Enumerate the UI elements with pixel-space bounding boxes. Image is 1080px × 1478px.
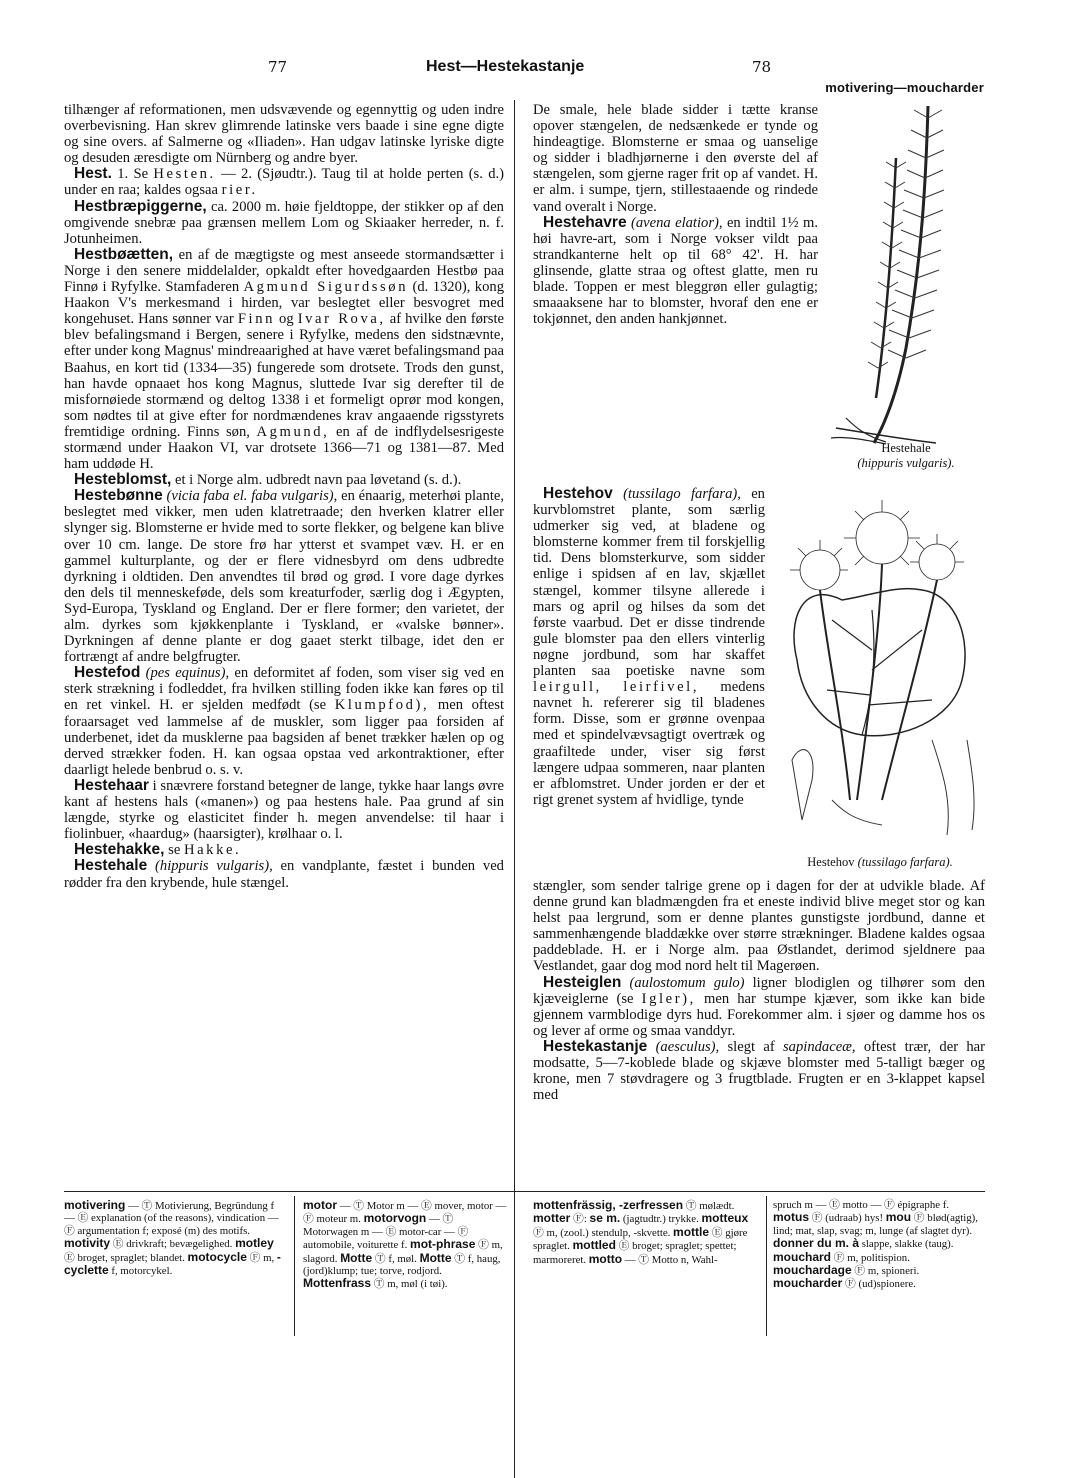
latin-name: (aesculus), (655, 1038, 720, 1055)
footer-translation: Ⓔ broget, spraglet; blandet. (64, 1251, 185, 1264)
text: 1. Se (117, 166, 149, 183)
footer-translation: Ⓕ m, (zool.) stendulp, -skvette. (533, 1226, 671, 1239)
crossref: rier. (221, 182, 258, 199)
footer-translation: Ⓕ (ud)spionere. (842, 1278, 916, 1291)
person-name: Ivar Rova, (297, 311, 386, 328)
text: — 2. (Sjøudtr.). Taug til at holde perten (s. d.) under en raa; kaldes ogsaa (64, 166, 504, 199)
person-name: Agmund Sigurdssøn (243, 279, 409, 296)
footer-headword: moucharder (773, 1276, 843, 1291)
text: (d. 1320), kong Haakon V's merkesmand i hirden, var beslegtet eller besvogret med kongehuset. Hans sønner var (64, 279, 504, 328)
footer-translation: Ⓕ m, spioneri. (851, 1265, 920, 1278)
footer-divider-1 (294, 1196, 295, 1336)
headword: Hesteiglen (543, 973, 622, 991)
footer-headword: motor (303, 1198, 337, 1212)
entry-hestebonne (64, 488, 504, 665)
text: en vandplante, fæstet i bunden ved rødder fra den krybende, hule stængel. (64, 858, 504, 891)
footer-translation: — Ⓣ Motto n, Wahl- (622, 1253, 718, 1266)
footer-headword: motus (773, 1210, 809, 1225)
entry-hestehov (533, 486, 765, 808)
text: af hvilke den første blev befalingsmand i Bergen, senere i Ryfylke, medens den sidstnævnte, efter under kong Magnus' mindreaarighed at have været befalingsmand paa Baahus, en kort tid (1334—35) fungerede som drotsete. Trods den gunst, han havde opnaaet hos kong Magnus, sluttede Ivar sig derefter til de misfornøiede stormænd og deltog 1338 i et formeligt oprør mod kongen, som nødtes til at give efter for nordmændenes krav angaaende rigsstyrets fremtidige ordning. Finns søn, (64, 311, 504, 440)
footer-column-4 (773, 1199, 985, 1291)
text: en kurvblomstret plante, som særlig udmerker sig ved, at bladene og blomsterne kommer frem til forskjellig tid. Dens blomsterkurve, som sidder enlige i spidsen af en lav, skjællet stængel, kommer tilsyne allerede i mars og april og hilses da som det første vaarbud. Det er disse tindrende gule blomster paa den ellers vinterlig nøgne jordbund, som har skaffet planten saa poetiske navne som (533, 486, 765, 680)
headword: Hesteblomst, (74, 471, 172, 489)
footer-column-3 (533, 1199, 757, 1266)
footer-translation: — Ⓣ Motor m — Ⓔ mover, motor — Ⓕ moteur m. (303, 1200, 507, 1226)
latin-name: (vicia faba el. faba vulgaris), (166, 488, 338, 505)
entry-hestefod (64, 665, 504, 778)
footer-translation: Ⓣ mølædt. (683, 1200, 735, 1212)
text: men har stumpe kjæver, som ikke kan bide gjennem varmblodige dyrs hud. Forekommer alm. i sjøer og damme hos os og lever af orme og smaa vanddyr. (533, 990, 986, 1039)
text: en indtil 1½ m. høi havre-art, som i Norge vokser vildt paa strandkanterne helt op til 68° 42'. H. har glinsende, glatte straa og oftest glatte, men ru blade. Toppen er mest bleggrøn eller gulagtig; smaaaksene har to blomster, hvoraf den ene er tokjønnet, den anden hankjønnet. (533, 214, 818, 328)
headword: Hestehakke, (74, 841, 165, 859)
crossref: Hakke. (183, 842, 242, 859)
text: medens navnet h. refererer sig til bladenes form. Disse, som er grønne ovenpaa med et spindelvævsagtigt overtræk og graafiltede under, viser sig først længere udpaa sommeren, naar planten er afblomstret. Under jorden er der et rigt grenet system af hvidlige, tynde (533, 679, 765, 808)
headword: Hestbøætten, (74, 245, 174, 263)
footer-headword: motivering (64, 1198, 126, 1212)
footer-translation: Ⓕ (udraab) hys! (809, 1212, 884, 1225)
latin-name: (hippuris vulgaris), (155, 858, 273, 875)
footer-translation: Ⓔ gjøre spraglet. (533, 1226, 748, 1253)
latin-name: (aulostomum gulo) (629, 974, 745, 991)
text: og (279, 311, 294, 328)
right-column-middle (533, 486, 765, 808)
caption-title: Hestehov (807, 855, 855, 869)
left-column (64, 102, 504, 891)
footer-translation: (jagtudtr.) trykke. (620, 1213, 699, 1226)
entry-hest (64, 166, 504, 198)
footer-translation: — Ⓣ Motivierung, Begründung f — Ⓔ explanation (of the reasons), vindication — Ⓕ argumentation f; exposé (m) des motifs. (64, 1200, 279, 1237)
text: men oftest foraarsaget ved lammelse af de muskler, som ligger paa forsiden af underbenet, idet da musklerne paa bagsiden af benet trækker hælen op og derved strækker foden. H. kan ogsaa opstaa ved arkontraktioner, efter daarligt helede benbrud o. s. v. (64, 697, 505, 778)
headword: Hestbræpiggerne, (74, 197, 207, 215)
entry-hesteiglen (533, 975, 985, 1039)
footer-translation: slappe, slakke (taug). (859, 1238, 954, 1251)
right-page-range: motivering—moucharder (825, 80, 984, 95)
footer-headword: motteux (701, 1211, 749, 1226)
entry-hestehakke (64, 842, 504, 858)
hestehov-illustration (772, 500, 984, 845)
latin-name: (pes equinus), (145, 665, 230, 682)
footer-headword: Mottenfrass (303, 1276, 372, 1291)
footer-translation: Ⓕ m, (246, 1251, 277, 1264)
footer-translation: — Ⓣ Motorwagen m — Ⓔ motor-car — Ⓕ automobile, voiturette f. (303, 1213, 469, 1252)
column-divider (514, 100, 515, 1478)
headword: Hestefod (74, 664, 141, 682)
caption-hestehov (774, 855, 986, 870)
text: en deformitet af foden, som viser sig ved en sterk strækning i fodleddet, fra hvilken stilling foden ikke kan føres op til en ret vinkel. H. er sjelden medfødt (se (64, 665, 504, 714)
footer-headword: mou (885, 1210, 912, 1225)
footer-headword: mottenfrässig, -zerfressen (533, 1198, 684, 1212)
headword: Hestebønne (74, 487, 163, 505)
footer-translation: Ⓕ m, politispion. (831, 1251, 910, 1264)
text: en af de mægtigste og mest anseede stormandsætter i Norge i den senere middelalder, opkaldt efter hovedgaarden Hestbø paa Finnø i Ryfylke. Stamfaderen (64, 246, 505, 296)
footer-headword: se m. (589, 1211, 621, 1226)
hestehale-illustration (826, 98, 986, 453)
headword: Hestehaar (74, 776, 149, 794)
footer-translation: Ⓔ drivkraft; bevægelighed. (110, 1238, 233, 1251)
footer-translation: Ⓣ f, haug, (jord)klump; tue; torve, rodjord. (303, 1252, 501, 1278)
text: ligner blodiglen og tilhører som den kjæveiglerne (se (533, 974, 985, 1007)
right-column-lower (533, 878, 985, 1103)
text: et i Norge alm. udbredt navn paa løvetand (s. d.). (175, 472, 462, 489)
caption-latin: (hippuris vulgaris). (857, 456, 955, 470)
page-number-left: 77 (268, 58, 288, 76)
footer-headword: motivity (64, 1236, 111, 1251)
right-column-upper (533, 102, 818, 327)
footer-headword: motto (588, 1251, 623, 1266)
crossref: Klumpfod), (334, 697, 430, 714)
footer-translation: Ⓣ f, møl. (372, 1252, 417, 1265)
headword: Hestekastanje (543, 1037, 648, 1055)
footer-headword: mouchardage (773, 1263, 852, 1278)
footer-divider-3 (766, 1196, 767, 1336)
caption-latin: (tussilago farfara). (857, 855, 953, 869)
footer-headword: mouchard (773, 1249, 832, 1264)
footer-translation: Ⓕ m, slagord. (303, 1239, 503, 1265)
footer-headword: motocycle (187, 1249, 247, 1264)
page-title: Hest—Hestekastanje (426, 58, 585, 75)
person-name: Agmund, (256, 423, 330, 440)
footer-headword: motley (235, 1236, 274, 1251)
crossref: Hesten. (153, 166, 216, 183)
footer-translation: Ⓣ m, møl (i tøi). (371, 1278, 448, 1291)
footer-headword: donner du m. à (773, 1236, 860, 1251)
text: ca. 2000 m. høie fjeldtoppe, der stikker op af den omgivende snebræ paa grænsen mellem Lom og Skiaaker herreder, n. f. Jotunheimen. (64, 198, 504, 247)
text: oftest trær, der har modsatte, 5—7-koblede blade og skjæve blomster med 5-talligt bæger og krone, men 7 støvdragere og 3 frugtblade. Frugten er en 3-klappet kapsel med (533, 1038, 985, 1104)
latin-name: sapindaceæ, (783, 1038, 856, 1055)
footer-headword: Motte (340, 1250, 373, 1265)
crossref: Igler), (641, 990, 696, 1007)
entry-hestekastanje (533, 1039, 985, 1103)
entry-hestehaar (64, 778, 504, 842)
footer-headword: -cyclette (64, 1249, 281, 1278)
footer-headword: Motte (419, 1250, 452, 1265)
footer-column-2 (303, 1199, 507, 1291)
footer-translation: spruch m — Ⓔ motto — Ⓕ épigraphe f. (773, 1199, 950, 1211)
headword: Hestehov (543, 485, 613, 502)
headword: Hest. (74, 165, 112, 183)
latin-name: (avena elatior), (630, 214, 723, 231)
entry-hestehale-cont: De smale, hele blade sidder i tætte kranse opover stængelen, de nedsænkede er tynde og hindeagtige. Blomsterne er smaa og uanselige og sidder i bladhjørnerne i den øverste del af stængelen, som gjerne rager frit op af vandet. H. er alm. i sumpe, tjern, stillestaaende og rindede vand overalt i Norge. (533, 102, 818, 215)
plant-name: leirgull, (533, 679, 602, 696)
footer-column-1 (64, 1199, 286, 1277)
person-name: Finn (237, 311, 275, 328)
text: se (168, 842, 181, 859)
footer-headword: mot-phrase (410, 1237, 476, 1252)
text: en énaarig, meterhøi plante, beslegtet med vikker, men uden klatretraade; den hverken klatrer eller slynger sig. Blomsterne er hvide med to sorte flekker, og belgene kan blive over 10 cm. lange. De store frø har ytterst et svampet væv. H. er en gammel kulturplante, og der er flere vidnesbyrd om dens udbredte dyrkning i oldtiden. Den anvendtes til brød og grød. I vore dage dyrkes den dels til menneskeføde, dels som kreaturfoder, særlig dog i Ægypten, Syd-Europa, Tyskland og England. Der er flere former; den varietet, der alm. dyrkes som kjøkkenplante i Tyskland, er «valske bønner». Dyrkningen af denne plante er dog gaaet sterkt tilbage, idet den er fortrængt af andre belgfrugter. (64, 488, 505, 666)
entry-continuation: tilhænger af reformationen, men udsvævende og egennyttig og uden indre overbevisning. Han skrev glimrende latinske vers baade i sine egne digte og sine overs. af Salmerne og «Iliaden». Han udgav latinske lyriske digte og desuden æresdigte om Nürnberg og andre byer. (64, 102, 504, 167)
entry-hesteblomst (64, 472, 504, 488)
entry-hestehale (64, 858, 504, 890)
footer-translation: Ⓔ broget; spraglet; spettet; marmoreret. (533, 1240, 737, 1266)
caption-title: Hestehale (881, 441, 931, 455)
footer-headword: motorvogn (363, 1211, 427, 1226)
text: en af de indflydelsesrigeste stormænd under Haakon VI, var drotsete 1366—71 og 1381—87. Med ham uddøde H. (64, 423, 504, 473)
footer-translation: Ⓕ: (570, 1213, 590, 1226)
footer-translation: Ⓕ blød(agtig), lind; mat, slap, svag; m, lunge (af slagtet dyr). (773, 1212, 978, 1237)
footer-rule (64, 1191, 985, 1192)
page-number-right: 78 (752, 58, 772, 76)
footer-headword: mottle (673, 1224, 710, 1239)
footer-headword: motter (533, 1211, 571, 1226)
entry-hestehavre (533, 215, 818, 328)
caption-hestehale (832, 441, 980, 471)
footer-headword: mottled (572, 1238, 616, 1253)
entry-hestbraepiggerne (64, 199, 504, 247)
entry-hestehov-cont: stængler, som sender talrige grene op i dagen for der at udvikle blade. Af denne grund kan bladmængden fra et eneste individ blive meget stor og kan helst paa lergrund, som er denne plantes gunstigste jordbund, danne et sammenhængende bladdække over større strækninger. Bladene kaldes ogsaa paddeblade. H. er i Norge alm. paa Østlandet, derimod sjeldnere paa Vestlandet, gaar dog mod nord helt til Magerøen. (533, 878, 985, 975)
text: slegt af (727, 1038, 775, 1055)
entry-hestboaetten (64, 247, 504, 472)
text: i snævrere forstand betegner de lange, tykke haar langs øvre kant af hestens hals («manen») og paa hestens hale. Paa grund af sin længde, styrke og elasticitet finder h. megen anvendelse: til haar i fiolinbuer, «haardug» (haarsigter), krølhaar o. l. (64, 777, 504, 843)
latin-name: (tussilago farfara), (623, 486, 741, 502)
headword: Hestehale (74, 857, 148, 875)
headword: Hestehavre (543, 213, 627, 231)
footer-translation: f, motorcykel. (108, 1265, 173, 1278)
plant-name: leirfivel, (623, 679, 700, 696)
